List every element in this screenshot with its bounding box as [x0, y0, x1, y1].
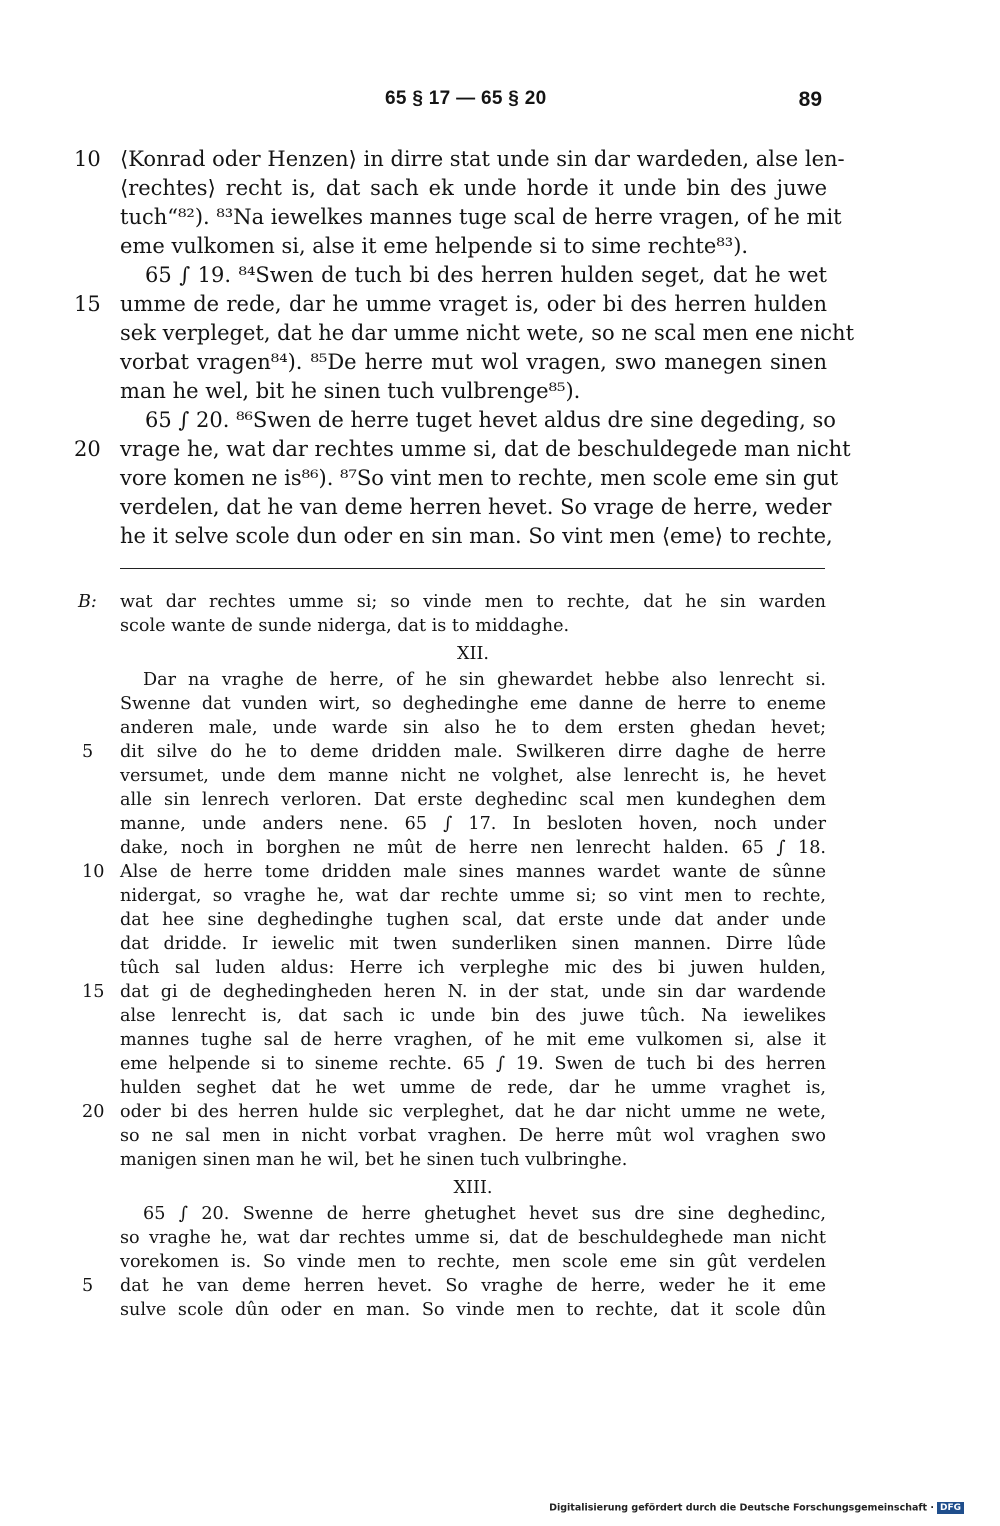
credit-text: Digitalisierung gefördert durch die Deutsche Forschungsgemeinschaft · — [549, 1502, 934, 1514]
main-text-line: 65 ∫ 19. ⁸⁴Swen de tuch bi des herren hulden seget, dat he wet — [145, 263, 827, 287]
apparatus-line: nidergat, so vraghe he, wat dar rechte umme si; so vint men to rechte, — [120, 886, 826, 906]
apparatus-line: vorekomen is. So vinde men to rechte, men scole eme sin gût verdelen — [120, 1252, 826, 1272]
apparatus-line: oder bi des herren hulde sic verpleghet, dat he dar nicht umme ne wete, — [120, 1102, 826, 1122]
apparatus-line: dake, noch in borghen ne mût de herre nen lenrecht halden. 65 ∫ 18. — [120, 838, 826, 858]
main-text-line: ⟨Konrad oder Henzen⟩ in dirre stat unde sin dar wardeden, alse len- — [120, 147, 845, 171]
line-number: 10 — [74, 147, 101, 171]
apparatus-line: dat he van deme herren hevet. So vraghe de herre, weder he it eme — [120, 1276, 826, 1296]
apparatus-line: so vraghe he, wat dar rechtes umme si, dat de beschuldeghede man nicht — [120, 1228, 826, 1248]
apparatus-line: alle sin lenrech verloren. Dat erste deghedinc scal men kundeghen dem — [120, 790, 826, 810]
line-number: 5 — [82, 742, 94, 762]
running-head — [0, 88, 1000, 118]
section-heading-xiii: XIII. — [453, 1178, 493, 1198]
apparatus-line: Dar na vraghe de herre, of he sin ghewardet hebbe also lenrecht si. — [143, 670, 826, 690]
apparatus-line: versumet, unde dem manne nicht ne volghet, alse lenrecht is, he hevet — [120, 766, 826, 786]
main-text-line: sek verpleget, dat he dar umme nicht wete, so ne scal men ene nicht — [120, 321, 855, 345]
apparatus-line: manne, unde anders nene. 65 ∫ 17. In besloten hoven, noch under — [120, 814, 826, 834]
line-number: 15 — [82, 982, 105, 1002]
apparatus-line: sulve scole dûn oder en man. So vinde men to rechte, dat it scole dûn — [120, 1300, 826, 1320]
main-text-line: vrage he, wat dar rechtes umme si, dat de beschuldegede man nicht — [120, 437, 851, 461]
apparatus-line: scole wante de sunde niderga, dat is to middaghe. — [120, 616, 570, 636]
apparatus-line: 65 ∫ 20. Swenne de herre ghetughet hevet sus dre sine deghedinc, — [143, 1204, 826, 1224]
main-text-line: vorbat vragen⁸⁴). ⁸⁵De herre mut wol vragen, swo manegen sinen — [120, 350, 827, 374]
apparatus-line: manigen sinen man he wil, bet he sinen tuch vulbringhe. — [120, 1150, 628, 1170]
main-text-line: tuch“⁸²). ⁸³Na iewelkes mannes tuge scal de herre vragen, of he mit — [120, 205, 842, 229]
manuscript-siglum: B: — [78, 592, 97, 612]
main-text-line: 65 ∫ 20. ⁸⁶Swen de herre tuget hevet aldus dre sine degeding, so — [145, 408, 836, 432]
main-text-line: umme de rede, dar he umme vraget is, oder bi des herren hulden — [120, 292, 827, 316]
apparatus-line: anderen male, unde warde sin also he to dem ersten ghedan hevet; — [120, 718, 826, 738]
apparatus-line: alse lenrecht is, dat sach ic unde bin des juwe tûch. Na iewelikes — [120, 1006, 826, 1026]
page-number: 89 — [798, 88, 822, 111]
apparatus-line: so ne sal men in nicht vorbat vraghen. De herre mût wol vraghen swo — [120, 1126, 826, 1146]
digitization-credit — [549, 1502, 964, 1514]
main-text-line: man he wel, bit he sinen tuch vulbrenge⁸⁵). — [120, 379, 581, 403]
main-text-line: he it selve scole dun oder en sin man. So vint men ⟨eme⟩ to rechte, — [120, 524, 833, 548]
line-number: 20 — [82, 1102, 105, 1122]
apparatus-line: mannes tughe sal de herre vraghen, of he mit eme vulkomen si, alse it — [120, 1030, 826, 1050]
section-heading-xii: XII. — [456, 644, 490, 664]
line-number: 20 — [74, 437, 101, 461]
apparatus-line: dat gi de deghedingheden heren N. in der stat, unde sin dar wardende — [120, 982, 826, 1002]
apparatus-line: Alse de herre tome dridden male sines mannes wardet wante de sûnne — [120, 862, 826, 882]
apparatus-line: dat dridde. Ir iewelic mit twen sunderliken sinen mannen. Dirre lûde — [120, 934, 826, 954]
apparatus-line: Swenne dat vunden wirt, so deghedinghe eme danne de herre to eneme — [120, 694, 826, 714]
main-text-line: vore komen ne is⁸⁶). ⁸⁷So vint men to rechte, men scole eme sin gut — [120, 466, 839, 490]
apparatus-line: tûch sal luden aldus: Herre ich verpleghe mic des bi juwen hulden, — [120, 958, 826, 978]
main-text-line: verdelen, dat he van deme herren hevet. So vrage de herre, weder — [120, 495, 832, 519]
line-number: 5 — [82, 1276, 94, 1296]
dfg-logo: DFG — [937, 1502, 964, 1514]
section-divider — [120, 568, 825, 569]
apparatus-line: dat hee sine deghedinghe tughen scal, dat erste unde dat ander unde — [120, 910, 826, 930]
main-text-line: eme vulkomen si, alse it eme helpende si to sime rechte⁸³). — [120, 234, 749, 258]
apparatus-line: dit silve do he to deme dridden male. Swilkeren dirre daghe de herre — [120, 742, 826, 762]
line-number: 15 — [74, 292, 101, 316]
apparatus-line: eme helpende si to sineme rechte. 65 ∫ 19. Swen de tuch bi des herren — [120, 1054, 826, 1074]
main-text-line: ⟨rechtes⟩ recht is, dat sach ek unde horde it unde bin des juwe — [120, 176, 827, 200]
line-number: 10 — [82, 862, 105, 882]
running-head-title: 65 § 17 — 65 § 20 — [385, 88, 547, 109]
apparatus-line: hulden seghet dat he wet umme de rede, dar he umme vraghet is, — [120, 1078, 826, 1098]
apparatus-line: wat dar rechtes umme si; so vinde men to rechte, dat he sin warden — [120, 592, 826, 612]
